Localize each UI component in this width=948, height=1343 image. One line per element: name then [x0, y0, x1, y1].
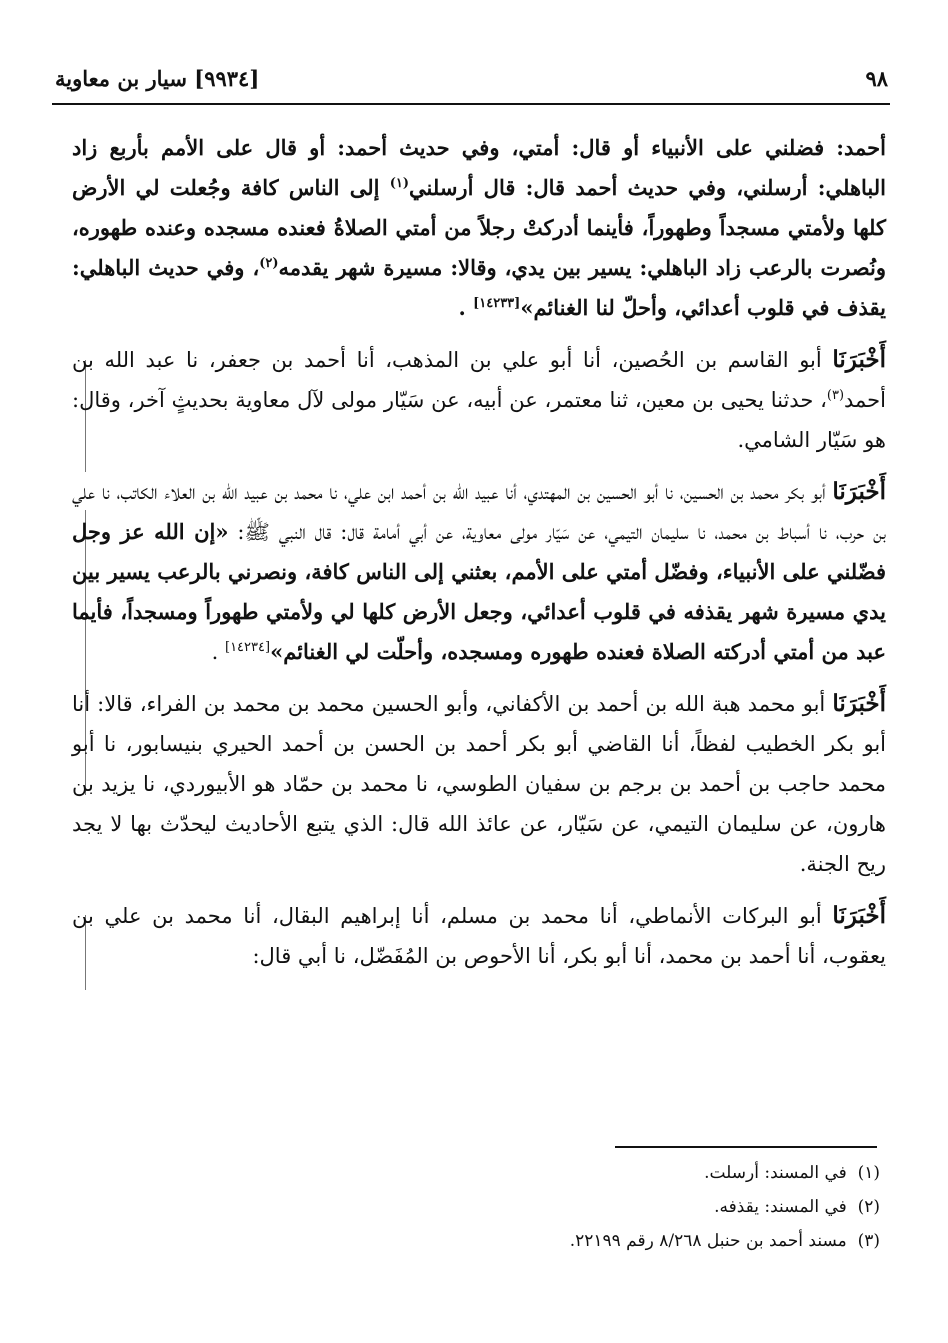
page-header — [55, 66, 888, 100]
paragraph-5 — [72, 896, 886, 976]
footnote-text: مسند أحمد بن حنبل ٨/٢٦٨ رقم ٢٢١٩٩. — [569, 1231, 847, 1251]
main-text — [72, 128, 886, 988]
footnote-text: في المسند: يقذفه. — [714, 1197, 847, 1217]
footnote-number: (٢) — [857, 1197, 880, 1217]
footnote-item — [72, 1156, 880, 1190]
paragraph-text: ، حدثنا يحيى بن معين، ثنا معتمر، عن أبيه، عن سَيّار مولى لآل معاوية بحديثٍ آخر، وقال: هو سَيّار الشامي. — [72, 388, 886, 452]
footnote-marker: (٢) — [259, 256, 279, 271]
paragraph-end: . — [211, 640, 225, 664]
footnote-marker: (١) — [389, 176, 410, 191]
akhbarana-keyword: أَخْبَرَنَا — [832, 902, 886, 929]
akhbarana-keyword: أَخْبَرَنَا — [832, 346, 886, 373]
akhbarana-keyword: أَخْبَرَنَا — [832, 478, 886, 505]
paragraph-2 — [72, 340, 886, 460]
paragraph-text: إلى الناس كافة وجُعلت لي الأرض كلها ولأمتي مسجداً وطهوراً، فأينما أدركتْ رجلاً من أمتي الصلاةُ فعنده مسجده وعنده طهوره، ونُصرت بالرعب زاد الباهلي: يسير بين يدي، وقالا: مسيرة شهر يقدمه — [72, 175, 886, 280]
footnote-item — [72, 1224, 880, 1258]
footnote-marker: (٣) — [826, 388, 845, 403]
paragraph-4 — [72, 684, 886, 884]
hadith-number: [١٤٢٣٤] — [224, 640, 271, 655]
paragraph-text: أبو محمد هبة الله بن أحمد بن الأكفاني، وأبو الحسين محمد بن محمد بن الفراء، قالا: أنا أبو بكر الخطيب لفظاً، أنا القاضي أبو بكر أحمد بن الحسن بن أحمد الحيري بنيسابور، نا أبو محمد حاجب بن أحمد بن برجم بن سفيان الطوسي، نا محمد بن حمّاد هو الأبيوردي، نا يزيد بن هارون، عن سليمان التيمي، عن سَيّار، عن عائذ الله قال: الذي يتبع الأحاديث ليحدّث بها لا يجد ريح الجنة. — [72, 692, 887, 876]
footnote-rule — [615, 1146, 877, 1148]
footnotes — [72, 1156, 880, 1258]
paragraph-1 — [72, 128, 886, 328]
footnote-number: (١) — [857, 1163, 880, 1183]
page-number: ٩٨ — [865, 66, 888, 91]
footnote-text: في المسند: أرسلت. — [704, 1163, 847, 1183]
paragraph-text: ، وفي حديث الباهلي: يقذف في قلوب أعدائي، وأحلّ لنا الغنائم» — [72, 255, 886, 320]
paragraph-text: أبو بكر محمد بن الحسين، نا أبو الحسين بن المهتدي، أنا عبيد الله بن أحمد ابن علي، نا محمد بن عبيد الله بن العلاء الكاتب، نا علي بن حرب، نا أسباط بن محمد، نا سليمان التيمي، عن سَيّار مولى معاوية، عن أبي أمامة قال: قال النبي ﷺ: — [72, 480, 886, 544]
paragraph-3 — [72, 472, 886, 672]
akhbarana-keyword: أَخْبَرَنَا — [832, 690, 886, 717]
footnote-number: (٣) — [857, 1231, 880, 1251]
paragraph-end: . — [458, 295, 474, 320]
hadith-number: [١٤٢٣٣] — [473, 296, 521, 311]
footnote-item — [72, 1190, 880, 1224]
hadith-text: «إن الله عز وجل فضّلني على الأنبياء، وفضّل أمتي على الأمم، بعثني إلى الناس كافة، ونصرني بالرعب يسير بين يدي مسيرة شهر يقذفه في قلوب أعدائي، وجعل الأرض كلها لي ولأمتي طهوراً ومسجداً، فأيما عبد من أمتي أدركته الصلاة فعنده طهوره ومسجده، وأحلّت لي الغنائم» — [72, 519, 886, 664]
paragraph-text: أحمد: فضلني على الأنبياء أو قال: أمتي، وفي حديث أحمد: أو قال على الأمم بأربع زاد الباهلي: أرسلني، وفي حديث أحمد قال: قال أرسلني — [72, 135, 886, 200]
paragraph-text: أبو البركات الأنماطي، أنا محمد بن مسلم، أنا إبراهيم البقال، أنا محمد بن علي بن يعقوب، أنا أحمد بن محمد، أنا أبو بكر، أنا الأحوص بن المُفَضّل، نا أبي قال: — [72, 904, 886, 968]
header-rule — [52, 103, 890, 105]
paragraph-text: أبو القاسم بن الحُصين، أنا أبو علي بن المذهب، أنا أحمد بن جعفر، نا عبد الله بن أحمد — [72, 348, 886, 412]
running-title: [٩٩٣٤] سيار بن معاوية — [55, 66, 260, 91]
